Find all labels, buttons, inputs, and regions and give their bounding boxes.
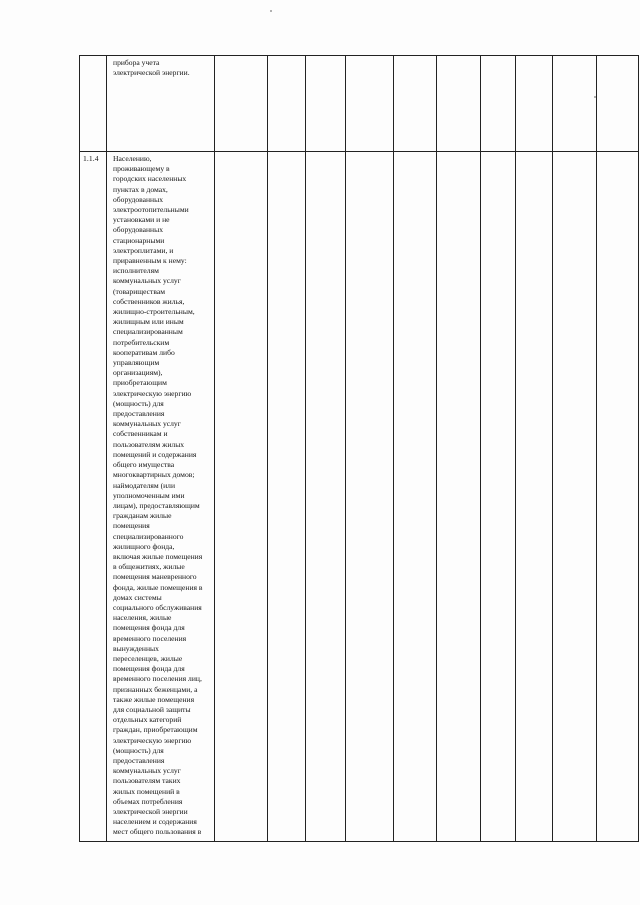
description-line: отдельных категорий	[113, 715, 182, 725]
description-line: вынужденных	[113, 643, 159, 653]
description-line: специализированным	[113, 327, 183, 337]
value-cell	[394, 152, 437, 842]
description-line: предоставления	[113, 409, 165, 419]
description-line: пунктах в домах,	[113, 184, 168, 194]
description-line: включая жилые помещения	[113, 551, 203, 561]
value-cell	[346, 152, 394, 842]
value-cell	[437, 152, 481, 842]
description-line: помещений и содержания	[113, 449, 197, 459]
value-cell	[215, 56, 268, 152]
description-line: жилищным или иным	[113, 317, 184, 327]
description-line: уполномоченным ими	[113, 490, 185, 500]
row-number-cell	[80, 56, 107, 152]
description-line: также жилые помещения	[113, 694, 195, 704]
description-line: жилищно-строительным,	[113, 307, 195, 317]
description-line: временного поселения лиц,	[113, 674, 202, 684]
value-cell	[268, 152, 306, 842]
value-cell	[481, 56, 516, 152]
description-line: приобретающим	[113, 378, 167, 388]
description-line: переселенцев, жилые	[113, 653, 183, 663]
description-line: оборудованных	[113, 194, 164, 204]
description-line: домах системы	[113, 592, 162, 602]
table-row	[80, 152, 639, 842]
row-description-cell	[107, 152, 215, 842]
description-line: оборудованных	[113, 225, 164, 235]
row-description-cell	[107, 56, 215, 152]
description-line: приравненным к нему:	[113, 256, 187, 266]
tariff-table	[79, 55, 639, 842]
description-line: предоставления	[113, 755, 165, 765]
description-line: электроотопительными	[113, 205, 189, 215]
description-line: электроплитами, и	[113, 245, 174, 255]
value-cell	[516, 56, 553, 152]
description-line: для социальной защиты	[113, 704, 191, 714]
description-line: потребительским	[113, 337, 170, 347]
scan-speck	[270, 10, 272, 12]
description-line: жилищного фонда,	[113, 541, 175, 551]
description-line: прибора учета	[113, 58, 160, 67]
description-line: помещения фонда для	[113, 664, 185, 674]
description-line: проживающему в	[113, 164, 170, 174]
value-cell	[597, 152, 639, 842]
value-cell	[306, 56, 346, 152]
value-cell	[268, 56, 306, 152]
description-line: стационарными	[113, 235, 165, 245]
description-line: кооперативам либо	[113, 347, 175, 357]
value-cell	[306, 152, 346, 842]
description-line: граждан, приобретающим	[113, 725, 198, 735]
description-line: гражданам жилые	[113, 511, 172, 521]
description-line: (товариществам	[113, 286, 166, 296]
value-cell	[597, 56, 639, 152]
description-line: лицам), предоставляющим	[113, 500, 200, 510]
value-cell	[394, 56, 437, 152]
description-line: управляющим	[113, 358, 160, 368]
value-cell	[516, 152, 553, 842]
description-line: организациям),	[113, 368, 163, 378]
description-line: электрическую энергию	[113, 388, 192, 398]
description-line: собственников жилья,	[113, 296, 185, 306]
value-cell	[481, 152, 516, 842]
description-line: мест общего пользования в	[113, 827, 202, 837]
value-cell	[215, 152, 268, 842]
description-line: признанных беженцами, а	[113, 684, 198, 694]
description-line: коммунальных услуг	[113, 276, 181, 286]
description-line: помещения маневренного	[113, 572, 197, 582]
description-line: электрическую энергию	[113, 735, 192, 745]
description-line: Населению,	[113, 154, 152, 163]
description-line: коммунальных услуг	[113, 766, 181, 776]
description-line: населения, жилые	[113, 613, 172, 623]
description-line: установками и не	[113, 215, 170, 225]
value-cell	[346, 56, 394, 152]
description-line: помещения фонда для	[113, 623, 185, 633]
description-line: коммунальных услуг	[113, 419, 181, 429]
description-line: жилых помещений в	[113, 786, 180, 796]
description-line: городских населенных	[113, 174, 187, 184]
description-line: специализированного	[113, 531, 184, 541]
description-line: собственникам и	[113, 429, 168, 439]
row-number-cell: 1.1.4	[80, 152, 107, 842]
description-line: (мощность) для	[113, 745, 164, 755]
value-cell	[553, 56, 597, 152]
value-cell	[553, 152, 597, 842]
description-line: населением и содержания	[113, 817, 197, 827]
description-line: электрической энергии	[113, 807, 188, 816]
description-line: наймодателям (или	[113, 480, 176, 490]
description-line: объемах потребления	[113, 796, 183, 806]
table-row	[80, 56, 639, 152]
description-line: помещения	[113, 521, 150, 531]
description-line: общего имущества	[113, 460, 175, 470]
description-line: многоквартирных домов;	[113, 470, 195, 480]
description-line: пользователям жилых	[113, 439, 185, 449]
scan-speck	[594, 96, 596, 98]
value-cell	[437, 56, 481, 152]
description-line: в общежитиях, жилые	[113, 562, 185, 572]
description-line: социального обслуживания	[113, 602, 202, 612]
description-line: исполнителям	[113, 266, 159, 276]
description-line: (мощность) для	[113, 398, 164, 408]
description-line: временного поселения	[113, 633, 187, 643]
description-line: фонда, жилые помещения в	[113, 582, 203, 592]
description-line: пользователям таких	[113, 776, 181, 786]
description-line: электрической энергии.	[113, 68, 190, 78]
